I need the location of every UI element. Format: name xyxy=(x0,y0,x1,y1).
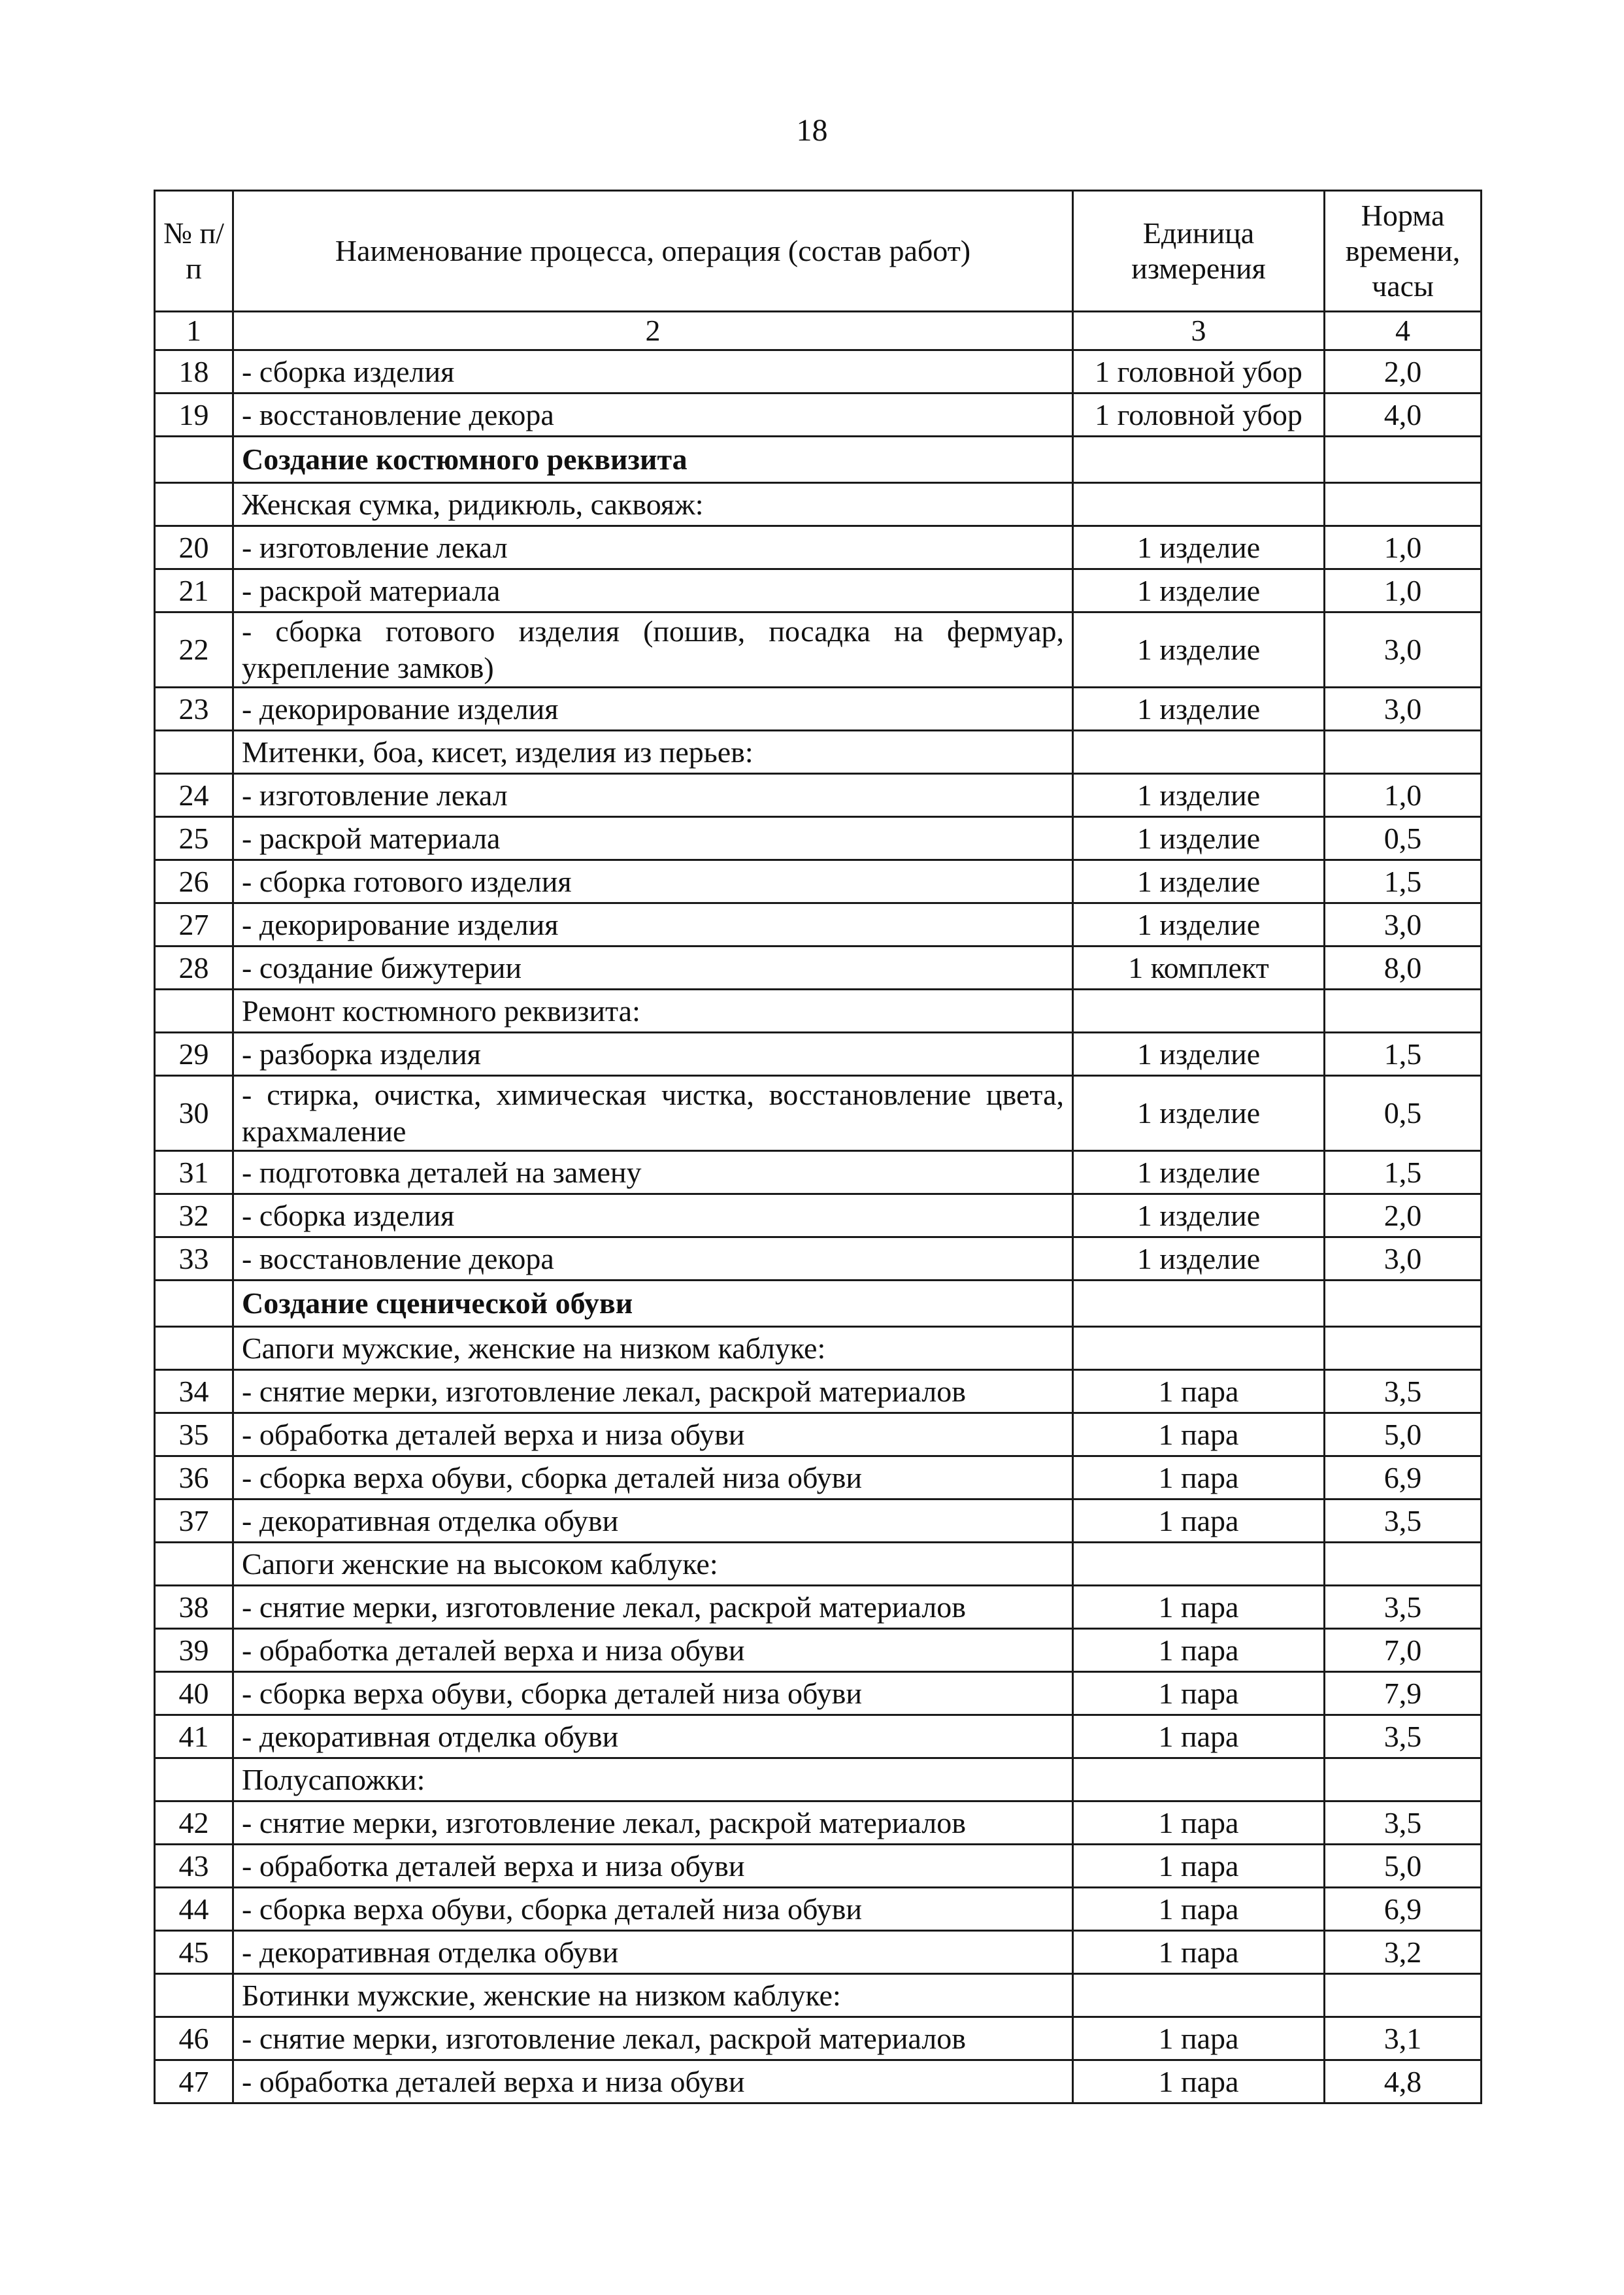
header-name: Наименование процесса, операция (состав работ) xyxy=(233,191,1073,312)
table-row xyxy=(155,1237,1482,1281)
row-unit: 1 изделие xyxy=(1073,1194,1325,1237)
row-unit: 1 пара xyxy=(1073,1888,1325,1931)
row-unit: 1 пара xyxy=(1073,1715,1325,1758)
row-unit: 1 изделие xyxy=(1073,688,1325,731)
row-norm: 5,0 xyxy=(1325,1845,1482,1888)
row-norm: 1,0 xyxy=(1325,526,1482,569)
header-unit: Единица измерения xyxy=(1073,191,1325,312)
row-norm xyxy=(1325,1974,1482,2017)
table-row xyxy=(155,1672,1482,1715)
table-row xyxy=(155,903,1482,946)
row-name: - обработка деталей верха и низа обуви xyxy=(233,1845,1073,1888)
row-norm: 3,0 xyxy=(1325,688,1482,731)
row-unit: 1 изделие xyxy=(1073,903,1325,946)
row-unit: 1 изделие xyxy=(1073,612,1325,688)
column-number-3: 3 xyxy=(1073,312,1325,350)
row-name: - восстановление декора xyxy=(233,394,1073,437)
table-row xyxy=(155,1888,1482,1931)
row-name: Ботинки мужские, женские на низком каблуке: xyxy=(233,1974,1073,2017)
subgroup-row xyxy=(155,1543,1482,1586)
row-unit: 1 изделие xyxy=(1073,569,1325,612)
row-name: Сапоги мужские, женские на низком каблуке: xyxy=(233,1327,1073,1370)
row-num: 24 xyxy=(155,774,233,817)
row-name: - изготовление лекал xyxy=(233,526,1073,569)
row-unit: 1 изделие xyxy=(1073,1033,1325,1076)
row-num: 30 xyxy=(155,1076,233,1151)
table-row xyxy=(155,1033,1482,1076)
row-unit: 1 головной убор xyxy=(1073,350,1325,394)
row-norm xyxy=(1325,1543,1482,1586)
header-norm: Норма времени, часы xyxy=(1325,191,1482,312)
row-unit xyxy=(1073,437,1325,483)
subgroup-row xyxy=(155,483,1482,526)
row-num: 33 xyxy=(155,1237,233,1281)
section-row xyxy=(155,437,1482,483)
row-num: 36 xyxy=(155,1456,233,1499)
row-num: 37 xyxy=(155,1499,233,1543)
row-norm: 4,8 xyxy=(1325,2060,1482,2103)
row-unit: 1 пара xyxy=(1073,1672,1325,1715)
row-norm: 3,5 xyxy=(1325,1499,1482,1543)
row-name: - декорирование изделия xyxy=(233,688,1073,731)
row-num: 23 xyxy=(155,688,233,731)
row-num: 45 xyxy=(155,1931,233,1974)
row-num: 35 xyxy=(155,1413,233,1456)
table-header-row xyxy=(155,191,1482,312)
row-num xyxy=(155,990,233,1033)
row-name: - декоративная отделка обуви xyxy=(233,1931,1073,1974)
row-norm: 3,5 xyxy=(1325,1586,1482,1629)
row-norm xyxy=(1325,483,1482,526)
row-unit xyxy=(1073,990,1325,1033)
row-name: - изготовление лекал xyxy=(233,774,1073,817)
row-unit: 1 пара xyxy=(1073,1586,1325,1629)
row-num: 26 xyxy=(155,860,233,903)
table-body xyxy=(155,191,1482,2103)
column-number-2: 2 xyxy=(233,312,1073,350)
row-norm: 0,5 xyxy=(1325,817,1482,860)
row-norm xyxy=(1325,990,1482,1033)
row-num xyxy=(155,1281,233,1327)
row-unit: 1 изделие xyxy=(1073,1076,1325,1151)
column-number-1: 1 xyxy=(155,312,233,350)
row-norm xyxy=(1325,1758,1482,1801)
row-name: - декорирование изделия xyxy=(233,903,1073,946)
row-num: 19 xyxy=(155,394,233,437)
row-unit: 1 изделие xyxy=(1073,817,1325,860)
row-norm: 1,0 xyxy=(1325,569,1482,612)
row-norm: 2,0 xyxy=(1325,1194,1482,1237)
time-norms-table xyxy=(154,190,1482,2104)
row-unit: 1 пара xyxy=(1073,2017,1325,2060)
row-unit: 1 пара xyxy=(1073,1370,1325,1413)
table-row xyxy=(155,1499,1482,1543)
row-unit: 1 комплект xyxy=(1073,946,1325,990)
row-unit: 1 пара xyxy=(1073,1629,1325,1672)
subgroup-row xyxy=(155,1327,1482,1370)
row-name: - сборка готового изделия (пошив, посадка на фермуар, укрепление замков) xyxy=(233,612,1073,688)
row-norm xyxy=(1325,731,1482,774)
table-row xyxy=(155,860,1482,903)
subgroup-row xyxy=(155,731,1482,774)
row-name: - снятие мерки, изготовление лекал, раскрой материалов xyxy=(233,2017,1073,2060)
row-unit: 1 изделие xyxy=(1073,860,1325,903)
row-name: - декоративная отделка обуви xyxy=(233,1499,1073,1543)
row-num: 39 xyxy=(155,1629,233,1672)
column-numbers-row xyxy=(155,312,1482,350)
page-number: 18 xyxy=(796,113,828,148)
table-row xyxy=(155,1370,1482,1413)
table-row xyxy=(155,612,1482,688)
row-name: - сборка верха обуви, сборка деталей низа обуви xyxy=(233,1456,1073,1499)
row-name: - сборка готового изделия xyxy=(233,860,1073,903)
table-row xyxy=(155,1413,1482,1456)
row-name: - сборка изделия xyxy=(233,1194,1073,1237)
row-norm: 2,0 xyxy=(1325,350,1482,394)
row-num xyxy=(155,731,233,774)
row-name: - декоративная отделка обуви xyxy=(233,1715,1073,1758)
row-unit: 1 изделие xyxy=(1073,1237,1325,1281)
table-row xyxy=(155,1801,1482,1845)
row-unit: 1 пара xyxy=(1073,1801,1325,1845)
row-unit xyxy=(1073,1543,1325,1586)
row-num xyxy=(155,483,233,526)
table-row xyxy=(155,1845,1482,1888)
row-norm xyxy=(1325,437,1482,483)
row-unit: 1 пара xyxy=(1073,1413,1325,1456)
row-unit: 1 пара xyxy=(1073,1931,1325,1974)
table-row xyxy=(155,1076,1482,1151)
row-name: Женская сумка, ридикюль, саквояж: xyxy=(233,483,1073,526)
table-row xyxy=(155,1151,1482,1194)
row-unit: 1 изделие xyxy=(1073,774,1325,817)
row-unit: 1 пара xyxy=(1073,2060,1325,2103)
table-row xyxy=(155,1629,1482,1672)
row-num: 18 xyxy=(155,350,233,394)
table-row xyxy=(155,1194,1482,1237)
row-unit xyxy=(1073,1327,1325,1370)
row-unit xyxy=(1073,483,1325,526)
header-num: № п/п xyxy=(155,191,233,312)
row-num: 31 xyxy=(155,1151,233,1194)
row-norm: 0,5 xyxy=(1325,1076,1482,1151)
row-name: - снятие мерки, изготовление лекал, раскрой материалов xyxy=(233,1586,1073,1629)
row-name: - сборка верха обуви, сборка деталей низа обуви xyxy=(233,1672,1073,1715)
table-row xyxy=(155,1715,1482,1758)
column-number-4: 4 xyxy=(1325,312,1482,350)
table-row xyxy=(155,394,1482,437)
row-norm: 1,5 xyxy=(1325,1033,1482,1076)
table-row xyxy=(155,946,1482,990)
row-unit: 1 изделие xyxy=(1073,526,1325,569)
row-norm: 3,5 xyxy=(1325,1370,1482,1413)
row-name: - обработка деталей верха и низа обуви xyxy=(233,1413,1073,1456)
row-name: Сапоги женские на высоком каблуке: xyxy=(233,1543,1073,1586)
row-num: 28 xyxy=(155,946,233,990)
row-num xyxy=(155,1974,233,2017)
row-num: 25 xyxy=(155,817,233,860)
row-name: - обработка деталей верха и низа обуви xyxy=(233,1629,1073,1672)
row-num: 27 xyxy=(155,903,233,946)
row-name: Ремонт костюмного реквизита: xyxy=(233,990,1073,1033)
row-norm: 8,0 xyxy=(1325,946,1482,990)
row-name: - раскрой материала xyxy=(233,569,1073,612)
table-row xyxy=(155,1456,1482,1499)
row-name: - снятие мерки, изготовление лекал, раскрой материалов xyxy=(233,1801,1073,1845)
row-num: 46 xyxy=(155,2017,233,2060)
table-row xyxy=(155,817,1482,860)
row-norm: 3,1 xyxy=(1325,2017,1482,2060)
row-num xyxy=(155,1543,233,1586)
row-unit xyxy=(1073,1758,1325,1801)
row-norm: 7,0 xyxy=(1325,1629,1482,1672)
row-num xyxy=(155,1327,233,1370)
row-norm: 3,0 xyxy=(1325,1237,1482,1281)
row-norm: 3,0 xyxy=(1325,612,1482,688)
row-norm: 7,9 xyxy=(1325,1672,1482,1715)
row-norm xyxy=(1325,1281,1482,1327)
row-norm: 4,0 xyxy=(1325,394,1482,437)
row-num: 47 xyxy=(155,2060,233,2103)
row-name: - сборка изделия xyxy=(233,350,1073,394)
row-num: 42 xyxy=(155,1801,233,1845)
table-row xyxy=(155,350,1482,394)
table-row xyxy=(155,774,1482,817)
subgroup-row xyxy=(155,1974,1482,2017)
row-norm: 1,0 xyxy=(1325,774,1482,817)
row-unit xyxy=(1073,731,1325,774)
row-name: - раскрой материала xyxy=(233,817,1073,860)
row-num: 20 xyxy=(155,526,233,569)
row-unit: 1 пара xyxy=(1073,1456,1325,1499)
table-row xyxy=(155,526,1482,569)
row-name: - разборка изделия xyxy=(233,1033,1073,1076)
row-name: Создание костюмного реквизита xyxy=(233,437,1073,483)
row-num xyxy=(155,1758,233,1801)
row-norm xyxy=(1325,1327,1482,1370)
row-name: Митенки, боа, кисет, изделия из перьев: xyxy=(233,731,1073,774)
row-num: 38 xyxy=(155,1586,233,1629)
table-row xyxy=(155,1931,1482,1974)
row-norm: 6,9 xyxy=(1325,1456,1482,1499)
row-norm: 1,5 xyxy=(1325,1151,1482,1194)
row-num: 22 xyxy=(155,612,233,688)
row-unit: 1 головной убор xyxy=(1073,394,1325,437)
row-name: - снятие мерки, изготовление лекал, раскрой материалов xyxy=(233,1370,1073,1413)
row-unit xyxy=(1073,1281,1325,1327)
row-norm: 3,0 xyxy=(1325,903,1482,946)
section-row xyxy=(155,1281,1482,1327)
row-name: - обработка деталей верха и низа обуви xyxy=(233,2060,1073,2103)
row-num: 21 xyxy=(155,569,233,612)
row-num: 40 xyxy=(155,1672,233,1715)
row-norm: 3,5 xyxy=(1325,1801,1482,1845)
row-num: 44 xyxy=(155,1888,233,1931)
row-num: 32 xyxy=(155,1194,233,1237)
row-unit xyxy=(1073,1974,1325,2017)
row-name: - подготовка деталей на замену xyxy=(233,1151,1073,1194)
row-num: 34 xyxy=(155,1370,233,1413)
row-num: 41 xyxy=(155,1715,233,1758)
row-unit: 1 пара xyxy=(1073,1499,1325,1543)
row-name: Полусапожки: xyxy=(233,1758,1073,1801)
row-norm: 3,5 xyxy=(1325,1715,1482,1758)
subgroup-row xyxy=(155,1758,1482,1801)
row-num: 43 xyxy=(155,1845,233,1888)
row-num: 29 xyxy=(155,1033,233,1076)
row-name: - создание бижутерии xyxy=(233,946,1073,990)
table-row xyxy=(155,2060,1482,2103)
row-norm: 1,5 xyxy=(1325,860,1482,903)
row-norm: 5,0 xyxy=(1325,1413,1482,1456)
table-row xyxy=(155,1586,1482,1629)
row-norm: 3,2 xyxy=(1325,1931,1482,1974)
table-row xyxy=(155,569,1482,612)
row-name: Создание сценической обуви xyxy=(233,1281,1073,1327)
row-unit: 1 пара xyxy=(1073,1845,1325,1888)
row-name: - сборка верха обуви, сборка деталей низа обуви xyxy=(233,1888,1073,1931)
table-row xyxy=(155,2017,1482,2060)
row-num xyxy=(155,437,233,483)
table-row xyxy=(155,688,1482,731)
row-unit: 1 изделие xyxy=(1073,1151,1325,1194)
row-name: - восстановление декора xyxy=(233,1237,1073,1281)
subgroup-row xyxy=(155,990,1482,1033)
row-norm: 6,9 xyxy=(1325,1888,1482,1931)
row-name: - стирка, очистка, химическая чистка, восстановление цвета, крахмаление xyxy=(233,1076,1073,1151)
